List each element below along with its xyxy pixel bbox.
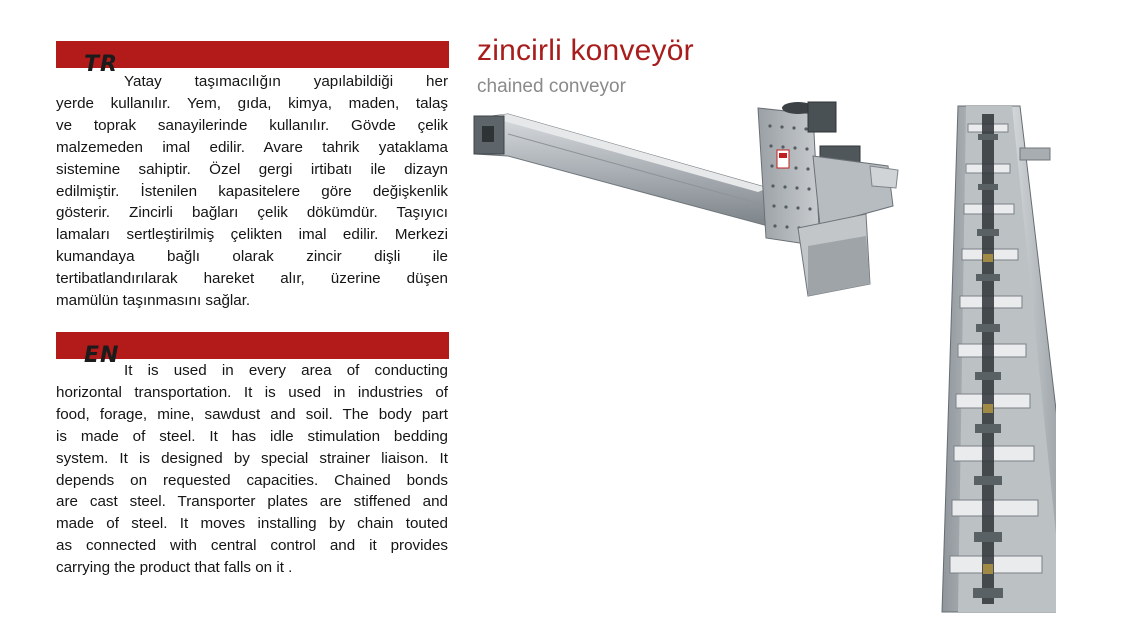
tr-text-line: edilmiştir. İstenilen kapasitelere göre değişkenlik [56,182,448,200]
en-paragraph [56,360,448,579]
en-text-line: horizontal transportation. It is used in industries of [56,383,448,401]
en-header-bar [56,332,449,368]
tr-text-line: tertibatlandırılarak hareket alır, üzerine düşen [56,270,448,288]
tr-text-line: mamülün taşınmasını sağlar. [56,292,251,310]
tr-text-line: malzemeden imal edilir. Avare tahrik yataklama [56,138,448,156]
en-text-line: carrying the product that falls on it . [56,559,293,577]
en-label: EN [84,343,120,368]
tr-text-line: gösterir. Zincirli bağları çelik dökümdür. Taşıyıcı [56,204,448,222]
tr-paragraph [56,71,448,312]
page-subtitle: chained conveyor [477,76,626,97]
tr-header-bar [56,41,449,77]
conveyor-top-photo [936,104,1056,616]
page-title: zincirli konveyör [477,34,694,67]
tr-text-line: ve toprak sanayilerinde kullanılır. Gövde çelik [56,116,448,134]
en-text-line: is made of steel. It has idle stimulation bedding [56,427,448,445]
tr-text-line: lamaları sertleştirilmiş çelikten imal edilir. Merkezi [56,226,448,244]
en-text-line: made of steel. It moves installing by chain touted [56,515,448,533]
tr-text-line: kumandaya bağlı olarak zincir dişli ile [56,248,448,266]
en-text-line: are cast steel. Transporter plates are stiffened and [56,493,448,511]
en-text-line: system. It is designed by special strainer liaison. It [56,449,448,467]
en-text-line: food, forage, mine, sawdust and soil. The body part [56,405,448,423]
tr-text-line: sistemine sahiptir. Özel gergi irtibatı ile dizayn [56,160,448,178]
en-text-line: as connected with central control and it provides [56,537,448,555]
en-text-line: It is used in every area of conducting [124,362,448,379]
tr-text-line: yerde kullanılır. Yem, gıda, kimya, maden, talaş [56,94,448,112]
tr-label: TR [84,52,118,77]
tr-text-line: Yatay taşımacılığın yapılabildiği her [124,73,448,90]
conveyor-side-photo [468,96,908,306]
en-text-line: depends on requested capacities. Chained bonds [56,471,448,489]
